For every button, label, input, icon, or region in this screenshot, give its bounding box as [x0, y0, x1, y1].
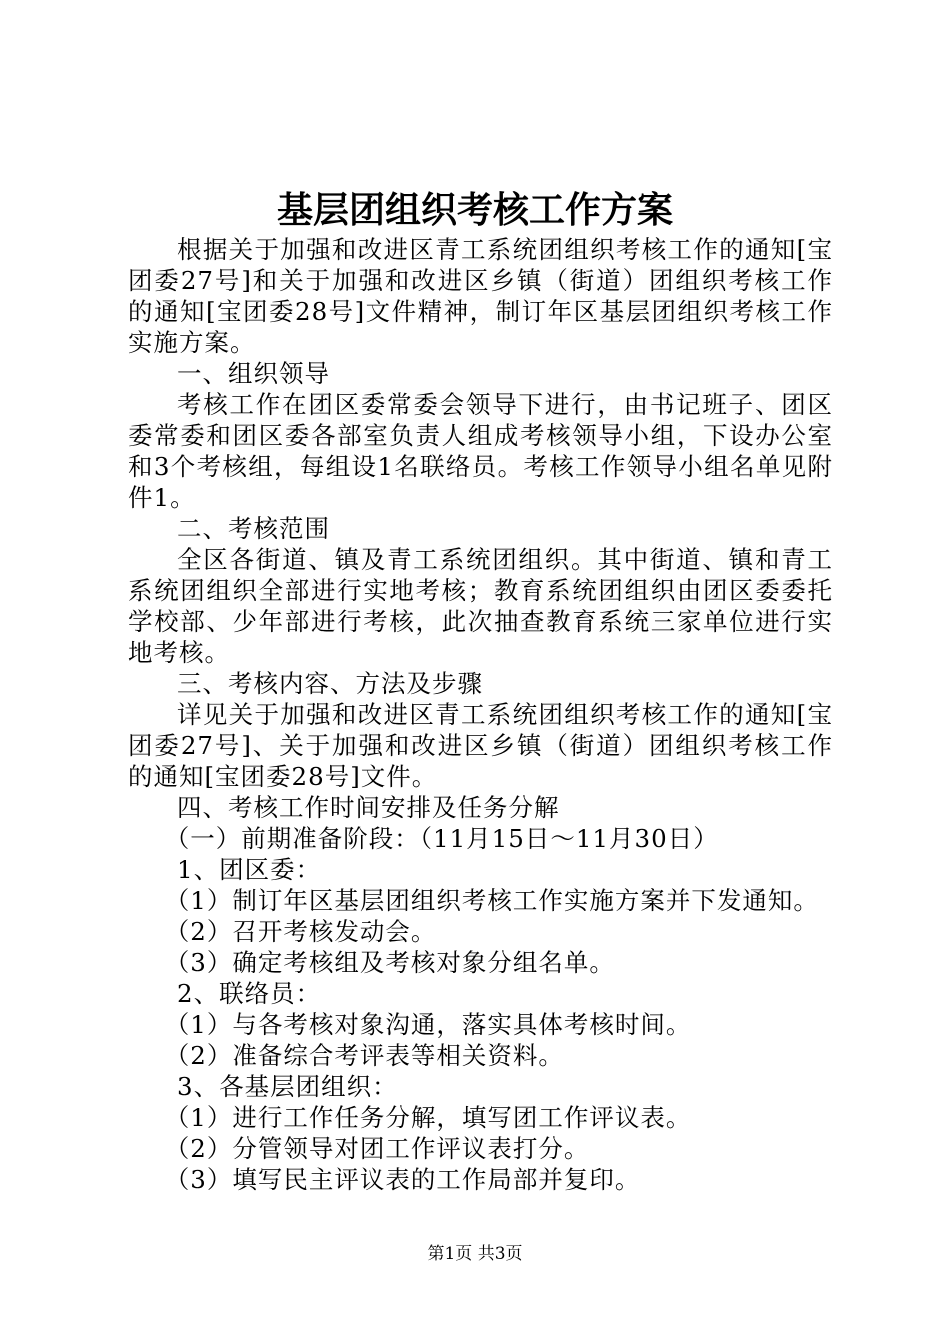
paragraph: 一、组织领导 — [177, 359, 330, 388]
list-item: （2）准备综合考评表等相关资料。 — [164, 1041, 564, 1070]
paragraph: 2、联络员： — [177, 979, 322, 1008]
paragraph: 二、考核范围 — [177, 514, 330, 543]
list-item: （1）进行工作任务分解，填写团工作评议表。 — [164, 1103, 692, 1132]
list-item: （3）确定考核组及考核对象分组名单。 — [164, 948, 615, 977]
document-body — [128, 234, 833, 1195]
paragraph: 考核工作在团区委常委会领导下进行，由书记班子、团区委常委和团区委各部室负责人组成考核领导小组，下设办公室和3个考核组，每组设1名联络员。考核工作领导小组名单见附件1。 — [128, 390, 833, 512]
paragraph: 根据关于加强和改进区青工系统团组织考核工作的通知[宝团委27号]和关于加强和改进区乡镇（街道）团组织考核工作的通知[宝团委28号]文件精神，制订年区基层团组织考核工作实施方案。 — [128, 235, 833, 357]
list-item: （一）前期准备阶段：（11月15日～11月30日） — [164, 824, 719, 853]
list-item: （1）与各考核对象沟通，落实具体考核时间。 — [164, 1010, 692, 1039]
page-footer: 第1页 共3页 — [427, 1244, 523, 1264]
paragraph: 详见关于加强和改进区青工系统团组织考核工作的通知[宝团委27号]、关于加强和改进区乡镇（街道）团组织考核工作的通知[宝团委28号]文件。 — [128, 700, 833, 791]
document-title: 基层团组织考核工作方案 — [276, 189, 673, 231]
list-item: （2）分管领导对团工作评议表打分。 — [164, 1134, 590, 1163]
paragraph: 三、考核内容、方法及步骤 — [177, 669, 483, 698]
paragraph: 1、团区委： — [177, 855, 322, 884]
list-item: （2）召开考核发动会。 — [164, 917, 437, 946]
paragraph: 3、各基层团组织： — [177, 1072, 398, 1101]
list-item: （3）填写民主评议表的工作局部并复印。 — [164, 1165, 641, 1194]
paragraph: 全区各街道、镇及青工系统团组织。其中街道、镇和青工系统团组织全部进行实地考核；教育系统团组织由团区委委托学校部、少年部进行考核，此次抽查教育系统三家单位进行实地考核。 — [128, 545, 833, 667]
paragraph: 四、考核工作时间安排及任务分解 — [177, 793, 560, 822]
list-item: （1）制订年区基层团组织考核工作实施方案并下发通知。 — [164, 886, 819, 915]
